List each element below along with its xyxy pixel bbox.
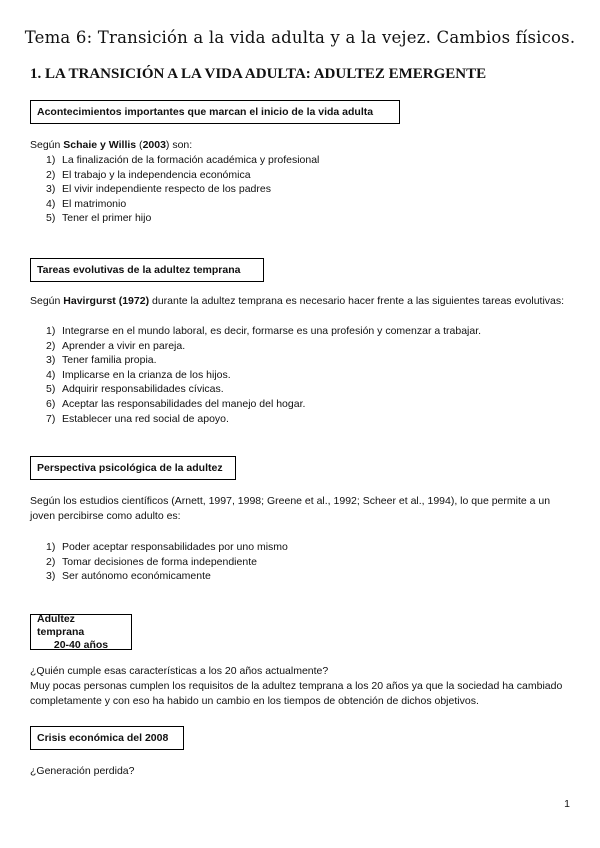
list-tareas [30,324,570,426]
list-item: 2) Tomar decisiones de forma independiente [46,555,257,568]
list-item: 5) Tener el primer hijo [46,212,152,225]
section-heading: 1. LA TRANSICIÓN A LA VIDA ADULTA: ADULTEZ EMERGENTE [30,66,487,82]
list-item: 4) Implicarse en la crianza de los hijos. [46,368,231,381]
intro-author: Havirgurst (1972) [63,295,150,307]
question-generacion: ¿Generación perdida? [30,765,135,777]
list-item: 3) Tener familia propia. [46,354,157,367]
box-tareas-evolutivas: Tareas evolutivas de la adultez temprana [30,258,264,282]
box-adultez-temprana [30,614,132,650]
list-item: 1) Poder aceptar responsabilidades por uno mismo [46,541,288,553]
intro-text: Según [30,295,64,307]
page-title: Tema 6: Transición a la vida adulta y a la vejez. Cambios físicos. [24,28,576,47]
list-item: 1) Integrarse en el mundo laboral, es decir, formarse es una profesión y comenzar a trabajar. [46,325,482,337]
list-item: 3) El vivir independiente respecto de los padres [46,183,271,196]
intro-authors: Schaie y Willis [63,139,137,151]
intro-text: Según [30,139,64,151]
intro-schaie-willis [30,138,192,153]
list-item: 3) Ser autónomo económicamente [46,570,211,583]
list-item: 2) Aprender a vivir en pareja. [46,339,186,352]
box-acontecimientos: Acontecimientos importantes que marcan el inicio de la vida adulta [30,100,400,124]
box-line: 20-40 años [53,638,109,651]
list-acontecimientos [30,153,570,226]
list-item: 6) Aceptar las responsabilidades del manejo del hogar. [46,397,306,410]
list-item: 1) La finalización de la formación académica y profesional [46,154,320,166]
box-perspectiva-psicologica: Perspectiva psicológica de la adultez [30,456,236,480]
list-item: 5) Adquirir responsabilidades cívicas. [46,383,224,396]
intro-estudios: Según los estudios científicos (Arnett, 1997, 1998; Greene et al., 1992; Scheer et al., 1994), lo que permite a un joven percibirse como adulto es: [30,495,551,522]
question-cumple: ¿Quién cumple esas características a los 20 años actualmente? [30,665,329,677]
list-perspectiva [30,540,570,584]
intro-text: ) son: [165,139,193,151]
intro-text: ( [136,139,143,151]
list-item: 7) Establecer una red social de apoyo. [46,412,229,425]
list-item: 4) El matrimonio [46,197,127,210]
box-line: Adultez temprana [37,612,85,638]
page-number: 1 [564,798,570,810]
box-crisis-economica: Crisis económica del 2008 [30,726,184,750]
list-item: 2) El trabajo y la independencia económica [46,168,251,181]
answer-cumple: Muy pocas personas cumplen los requisitos de la adultez temprana a los 20 años ya que la sociedad ha cambiado completamente y con eso ha habido un cambio en los tiempos de obtención de dichos objetivos. [30,680,563,707]
intro-year: 2003 [142,139,166,151]
intro-text: durante la adultez temprana es necesario hacer frente a las siguientes tareas evolutivas: [149,295,565,307]
intro-havirgurst [30,294,570,309]
